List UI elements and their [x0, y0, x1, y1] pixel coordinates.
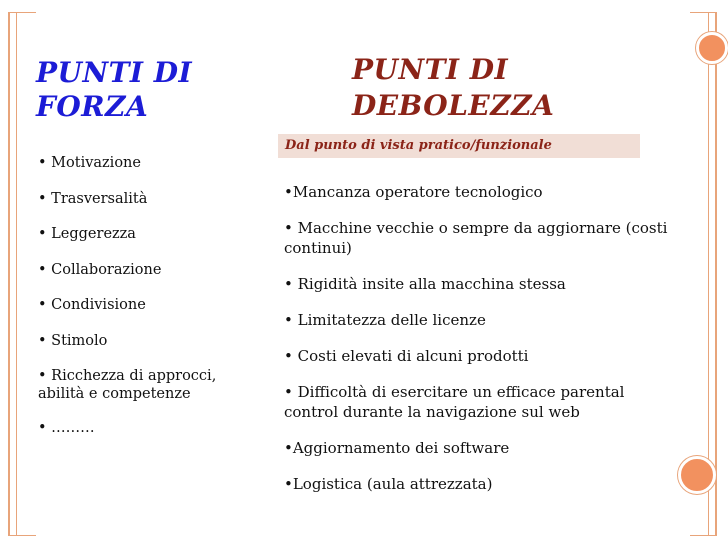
weaknesses-title-line: PUNTI DI	[352, 53, 509, 86]
frame-line	[8, 12, 36, 13]
list-item: • Stimolo	[38, 332, 108, 349]
list-item: • Rigidità insite alla macchina stessa	[284, 275, 566, 293]
list-item: • Motivazione	[38, 155, 141, 171]
frame-line	[690, 535, 716, 536]
frame-line	[715, 12, 717, 536]
list-item: • Ricchezza di approcci, abilità e competenze	[38, 368, 217, 402]
list-item: • Limitatezza delle licenze	[284, 311, 486, 329]
weaknesses-subtitle: Dal punto di vista pratico/funzionale	[285, 138, 552, 153]
weaknesses-list	[284, 182, 674, 510]
decorative-circle	[696, 32, 728, 64]
decorative-circle	[678, 456, 716, 494]
list-item: • Macchine vecchie o sempre da aggiornare (costi continui)	[284, 219, 668, 257]
list-item: • Difficoltà di esercitare un efficace parental control durante la navigazione sul web	[284, 383, 625, 421]
list-item: • ………	[38, 420, 95, 436]
frame-line	[8, 12, 10, 536]
strengths-list	[38, 154, 228, 455]
list-item: • Costi elevati di alcuni prodotti	[284, 347, 529, 365]
list-item: • Trasversalità	[38, 190, 148, 207]
strengths-title-line: FORZA	[36, 90, 149, 123]
frame-line	[690, 12, 716, 13]
list-item: •Mancanza operatore tecnologico	[284, 183, 543, 201]
weaknesses-title	[352, 52, 652, 124]
strengths-title	[36, 56, 266, 124]
strengths-title-line: PUNTI DI	[36, 56, 193, 89]
frame-line	[16, 12, 17, 536]
list-item: • Condivisione	[38, 297, 146, 313]
frame-line	[708, 12, 709, 536]
list-item: •Logistica (aula attrezzata)	[284, 475, 493, 493]
weaknesses-title-line: DEBOLEZZA	[352, 89, 555, 122]
list-item: • Leggerezza	[38, 226, 136, 242]
list-item: •Aggiornamento dei software	[284, 439, 510, 457]
list-item: • Collaborazione	[38, 261, 162, 278]
frame-line	[8, 535, 36, 536]
